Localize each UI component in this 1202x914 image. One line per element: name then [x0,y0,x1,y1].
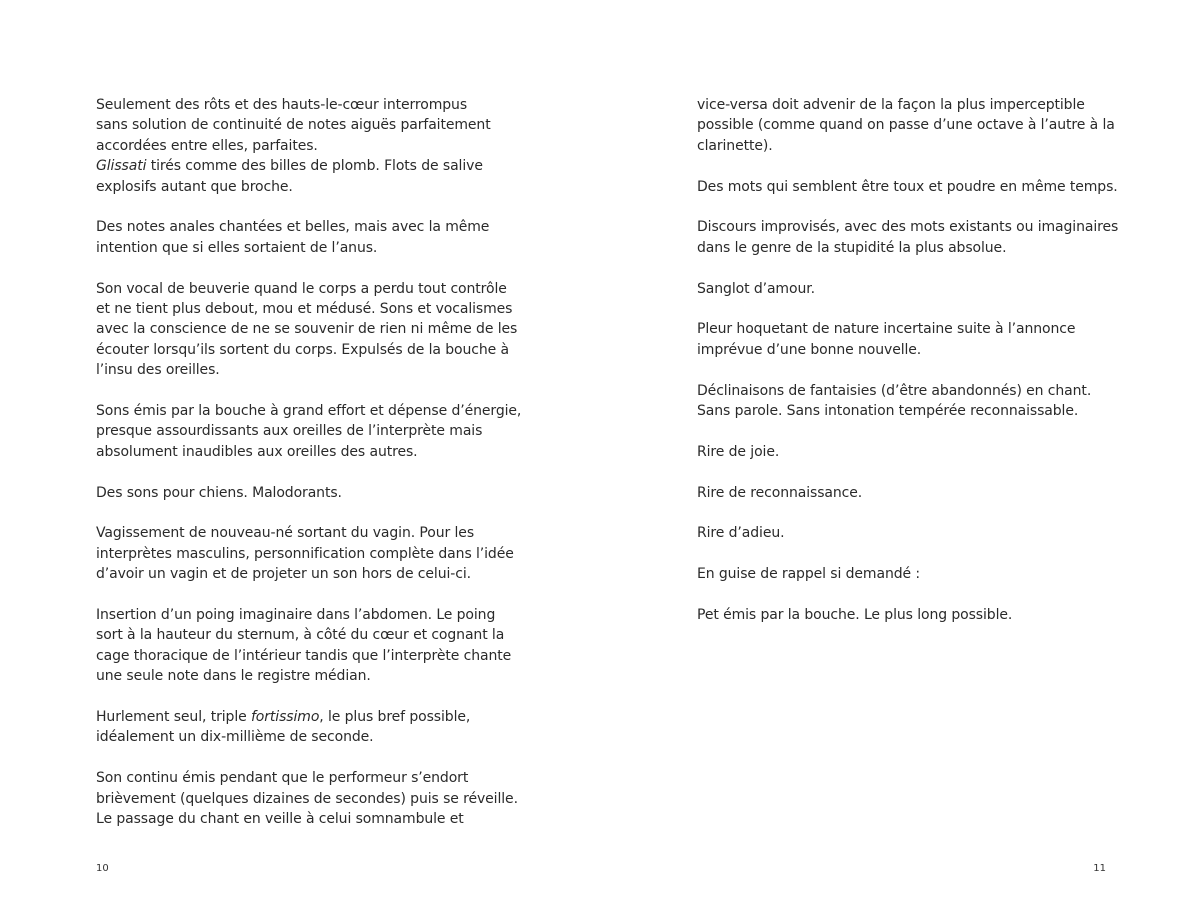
text-line: absolument inaudibles aux oreilles des autres. [96,443,418,460]
paragraph [96,401,522,462]
text-line: d’avoir un vagin et de projeter un son hors de celui-ci. [96,566,471,583]
paragraph [697,177,1117,197]
paragraph [697,483,1117,503]
text-line: intention que si elles sortaient de l’anus. [96,239,378,256]
text-line: Le passage du chant en veille à celui somnambule et [96,811,464,828]
left-page-text-column [96,95,522,850]
text-line: vice-versa doit advenir de la façon la plus imperceptible [697,97,1085,113]
text-line: Des sons pour chiens. Malodorants. [96,484,342,501]
text-line: Des notes anales chantées et belles, mais avec la même [96,219,490,236]
paragraph [96,217,516,258]
text-line: brièvement (quelques dizaines de secondes) puis se réveille. [96,790,518,807]
paragraph [96,523,516,584]
text-line: En guise de rappel si demandé : [697,566,920,583]
text-line: interprètes masculins, personnification complète dans l’idée [96,545,514,562]
paragraph [697,442,1117,462]
text-line: possible (comme quand on passe d’une octave à l’autre à la [697,117,1115,134]
text-fragment: tirés comme des billes de plomb. Flots de salive [146,158,483,175]
text-line [96,156,516,176]
text-line: Son continu émis pendant que le performeur s’endort [96,770,469,787]
text-line: Discours improvisés, avec des mots existants ou imaginaires [697,219,1119,236]
text-line: l’insu des oreilles. [96,362,220,379]
italic-term: fortissimo [250,709,320,726]
paragraph [96,279,516,381]
paragraph [96,768,516,829]
text-line: Pleur hoquetant de nature incertaine suite à l’annonce [697,321,1076,338]
text-line: une seule note dans le registre médian. [96,668,371,685]
paragraph [697,605,1117,625]
text-line [96,707,516,727]
paragraph [697,319,1117,360]
paragraph [96,483,516,503]
paragraph [96,707,516,748]
text-line: Sons émis par la bouche à grand effort et dépense d’énergie, [96,403,522,420]
text-line: sans solution de continuité de notes aiguës parfaitement [96,117,491,134]
text-line: écouter lorsqu’ils sortent du corps. Expulsés de la bouche à [96,341,509,358]
text-line: Sanglot d’amour. [697,280,815,297]
text-line: et ne tient plus debout, mou et médusé. Sons et vocalismes [96,301,513,318]
text-line: idéalement un dix-millième de seconde. [96,729,374,746]
text-line: Sans parole. Sans intonation tempérée reconnaissable. [697,403,1079,420]
paragraph [697,279,1117,299]
text-line: Seulement des rôts et des hauts-le-cœur interrompus [96,97,468,113]
paragraph [697,95,1117,156]
text-line: Rire d’adieu. [697,525,785,542]
text-line: Rire de reconnaissance. [697,484,863,501]
paragraph [697,523,1117,543]
paragraph [697,381,1117,422]
text-line: imprévue d’une bonne nouvelle. [697,341,922,358]
text-line: Vagissement de nouveau-né sortant du vagin. Pour les [96,525,475,542]
page-number: 11 [1093,863,1106,874]
page-number: 10 [96,863,109,874]
text-line: Son vocal de beuverie quand le corps a perdu tout contrôle [96,280,507,297]
right-page [601,0,1202,914]
text-line: dans le genre de la stupidité la plus absolue. [697,239,1007,256]
text-line: Pet émis par la bouche. Le plus long possible. [697,607,1013,623]
text-line: cage thoracique de l’intérieur tandis que l’interprète chante [96,647,512,664]
text-line: clarinette). [697,137,773,154]
text-line: Insertion d’un poing imaginaire dans l’abdomen. Le poing [96,607,496,624]
text-line: Des mots qui semblent être toux et poudre en même temps. [697,178,1118,195]
text-line: sort à la hauteur du sternum, à côté du cœur et cognant la [96,627,505,644]
text-line: explosifs autant que broche. [96,178,293,195]
paragraph [697,564,1117,584]
italic-term: Glissati [96,158,147,175]
text-line: accordées entre elles, parfaites. [96,137,318,154]
right-page-text-column [697,95,1117,646]
paragraph [96,95,516,197]
text-line: presque assourdissants aux oreilles de l’interprète mais [96,423,483,440]
paragraph [96,605,516,687]
text-line: avec la conscience de ne se souvenir de rien ni même de les [96,321,518,338]
text-fragment: Hurlement seul, triple [96,709,251,726]
paragraph [697,217,1117,258]
text-fragment: , le plus bref possible, [319,709,471,726]
text-line: Rire de joie. [697,443,780,460]
text-line: Déclinaisons de fantaisies (d’être abandonnés) en chant. [697,382,1092,399]
